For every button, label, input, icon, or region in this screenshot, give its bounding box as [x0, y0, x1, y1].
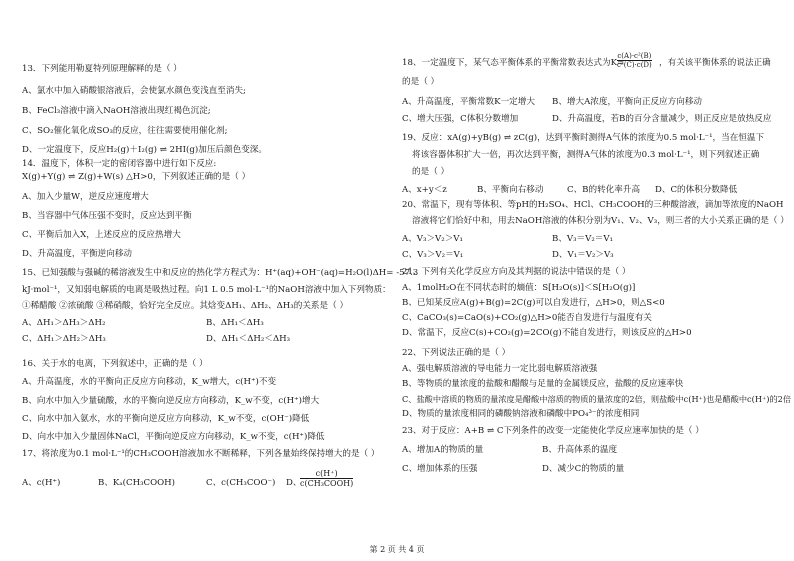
- q18-option-a: A、升高温度，平衡常数K一定增大: [402, 97, 535, 107]
- q18-option-b: B、增大A浓度，平衡向正反应方向移动: [552, 97, 703, 107]
- q15-option-c: C、ΔH₁＞ΔH₂＞ΔH₃: [22, 334, 106, 344]
- q16-option-b: B、向水中加入少量硫酸，水的平衡向逆反应方向移动，K_w不变，c(H⁺)增大: [22, 396, 320, 406]
- q13-option-c: C、SO₂催化氧化成SO₃的反应，往往需要使用催化剂;: [22, 126, 228, 136]
- q20-option-b: B、V₃＝V₂＝V₁: [552, 234, 614, 244]
- q16-option-d: D、向水中加入少量固体NaCl，平衡向逆反应方向移动，K_w不变，c(H⁺)降低: [22, 432, 325, 442]
- q18-line2: 的是（ ）: [402, 77, 440, 87]
- q19-option-b: B、平衡向右移动: [477, 185, 544, 195]
- q18-line1-prefix: 18、一定温度下，某气态平衡体系的平衡常数表达式为K=: [402, 58, 625, 68]
- q20-line1: 20、常温下，现有等体积、等pH的H₂SO₄、HCl、CH₃COOH的三种酸溶液，滴加等浓度的NaOH: [402, 200, 784, 210]
- q17-option-c: C、c(CH₃COO⁻): [206, 478, 276, 488]
- q18-option-d: D、升高温度，若B的百分含量减少，则正反应是放热反应: [552, 114, 772, 124]
- q22-stem: 22、下列说法正确的是（ ）: [402, 348, 511, 358]
- q14-equation: X(g)+Y(g) ⇌ Z(g)+W(s) △H>0，下列叙述正确的是（ ）: [22, 172, 251, 182]
- q17-option-d-prefix: D、: [286, 478, 302, 488]
- q19-option-d: D、C的体积分数降低: [655, 185, 738, 195]
- q22-option-b: B、等物质的量浓度的盐酸和醋酸与足量的金属镁反应，盐酸的反应速率快: [402, 379, 684, 389]
- q18-line1-suffix: ，有关该平衡体系的说法正确: [659, 58, 771, 68]
- q22-option-c: C、盐酸中溶质的物质的量浓度是醋酸中溶质的物质的量浓度的2倍，则盐酸中c(H⁺)也是醋酸中c(H⁺)的2倍: [402, 394, 792, 404]
- q21-option-c: C、CaCO₃(s)=CaO(s)+CO₂(g)△H>0能否自发进行与温度有关: [402, 313, 652, 323]
- q17-stem: 17、将浓度为0.1 mol·L⁻¹的CH₃COOH溶液加水不断稀释，下列各量始终保持增大的是（ ）: [22, 449, 380, 459]
- q23-option-c: C、增加体系的压强: [402, 464, 478, 474]
- q19-option-c: C、B的转化率升高: [567, 185, 641, 195]
- q18-option-c: C、增大压强，C体积分数增加: [402, 114, 519, 124]
- q20-option-c: C、V₃＞V₂＝V₁: [402, 250, 464, 260]
- q16-option-c: C、向水中加入氨水，水的平衡向逆反应方向移动，K_w不变，c(OH⁻)降低: [22, 414, 310, 424]
- q14-option-b: B、当容器中气体压强不变时，反应达到平衡: [22, 211, 192, 221]
- q23-option-d: D、减少C的物质的量: [542, 464, 625, 474]
- q14-option-a: A、加入少量W，逆反应速度增大: [22, 192, 149, 202]
- q14-option-c: C、平衡后加入X，上述反应的反应热增大: [22, 230, 181, 240]
- q18-k-fraction: [617, 52, 652, 69]
- q17-option-b: B、Kₐ(CH₃COOH): [98, 478, 176, 488]
- q17-option-d-fraction: [300, 469, 353, 488]
- q23-stem: 23、对于反应：A+B ⇌ C下列条件的改变一定能使化学反应速率加快的是（ ）: [402, 426, 704, 436]
- q17-option-a: A、c(H⁺): [22, 478, 61, 488]
- q21-option-d: D、常温下，反应C(s)+CO₂(g)=2CO(g)不能自发进行，则该反应的△H>0: [402, 328, 692, 338]
- page-footer: 第 2 页 共 4 页: [369, 545, 425, 554]
- q15-option-a: A、ΔH₁＞ΔH₃＞ΔH₂: [22, 318, 106, 328]
- q14-option-d: D、升高温度，平衡逆向移动: [22, 249, 133, 259]
- q13-option-d: D、一定温度下，反应H₂(g)＋I₂(g) ⇌ 2HI(g)加压后颜色变深。: [22, 145, 267, 155]
- q19-line3: 的是（ ）: [412, 167, 450, 177]
- q21-stem: 21、下列有关化学反应方向及其判据的说法中错误的是（ ）: [402, 267, 631, 277]
- fraction-numerator: c(A)·c²(B): [617, 52, 652, 60]
- q19-option-a: A、x+y＜z: [402, 185, 447, 195]
- q13-option-b: B、FeCl₃溶液中滴入NaOH溶液出现红褐色沉淀;: [22, 106, 211, 116]
- q15-option-b: B、ΔH₁＜ΔH₃: [206, 318, 264, 328]
- q23-option-b: B、升高体系的温度: [542, 445, 618, 455]
- q20-option-a: A、V₃＞V₂＞V₁: [402, 234, 463, 244]
- q21-option-b: B、已知某反应A(g)+B(g)=2C(g)可以自发进行，△H>0，则△S<0: [402, 298, 665, 308]
- q16-stem: 16、关于水的电离，下列叙述中，正确的是（ ）: [22, 359, 208, 369]
- q19-line2: 将该容器体积扩大一倍，再次达到平衡，测得A气体的浓度为0.3 mol·L⁻¹，则下列叙述正确: [412, 150, 760, 160]
- fraction-denominator: c²(C)·c(D): [617, 61, 652, 69]
- q23-option-a: A、增加A的物质的量: [402, 445, 484, 455]
- q22-option-a: A、强电解质溶液的导电能力一定比弱电解质溶液强: [402, 364, 598, 374]
- q15-line3: ①稀醋酸 ②浓硫酸 ③稀硝酸，恰好完全反应。其焓变ΔH₁、ΔH₂、ΔH₃的关系是（ ）: [22, 301, 349, 311]
- q20-option-d: D、V₁＝V₂＞V₃: [552, 250, 614, 260]
- q21-option-a: A、1molH₂O在不同状态时的熵值：S[H₂O(s)]＜S[H₂O(g)]: [402, 283, 636, 293]
- fraction-denominator: c(CH₃COOH): [300, 479, 354, 488]
- q22-option-d: D、物质的量浓度相同的磷酸钠溶液和磷酸中PO₄³⁻的浓度相同: [402, 409, 640, 419]
- q15-line1: 15、已知强酸与强碱的稀溶液发生中和反应的热化学方程式为：H⁺(aq)+OH⁻(aq)=H₂O(l)ΔH= -57.3: [22, 268, 419, 278]
- q13-option-a: A、氯水中加入硝酸银溶液后，会使氯水颜色变浅直至消失;: [22, 86, 246, 96]
- q14-stem: 14．温度下，体积一定的密闭容器中进行如下反应:: [22, 159, 217, 169]
- q19-line1: 19、反应：xA(g)+yB(g) ⇌ zC(g)，达到平衡时测得A气体的浓度为0.5 mol·L⁻¹，当在恒温下: [402, 133, 765, 143]
- q13-stem: 13．下列能用勒夏特列原理解释的是（ ）: [22, 64, 182, 74]
- fraction-numerator: c(H⁺): [315, 469, 338, 478]
- q15-line2: kJ·mol⁻¹，又知弱电解质的电离是吸热过程。向1 L 0.5 mol·L⁻¹的NaOH溶液中加入下列物质：: [22, 285, 391, 295]
- q16-option-a: A、升高温度，水的平衡向正反应方向移动，K_w增大，c(H⁺)不变: [22, 377, 277, 387]
- q20-line2: 溶液将它们恰好中和，用去NaOH溶液的体积分别为V₁、V₂、V₃，则三者的大小关系正确的是（ ）: [412, 216, 789, 226]
- q15-option-d: D、ΔH₁＜ΔH₂＜ΔH₃: [206, 334, 291, 344]
